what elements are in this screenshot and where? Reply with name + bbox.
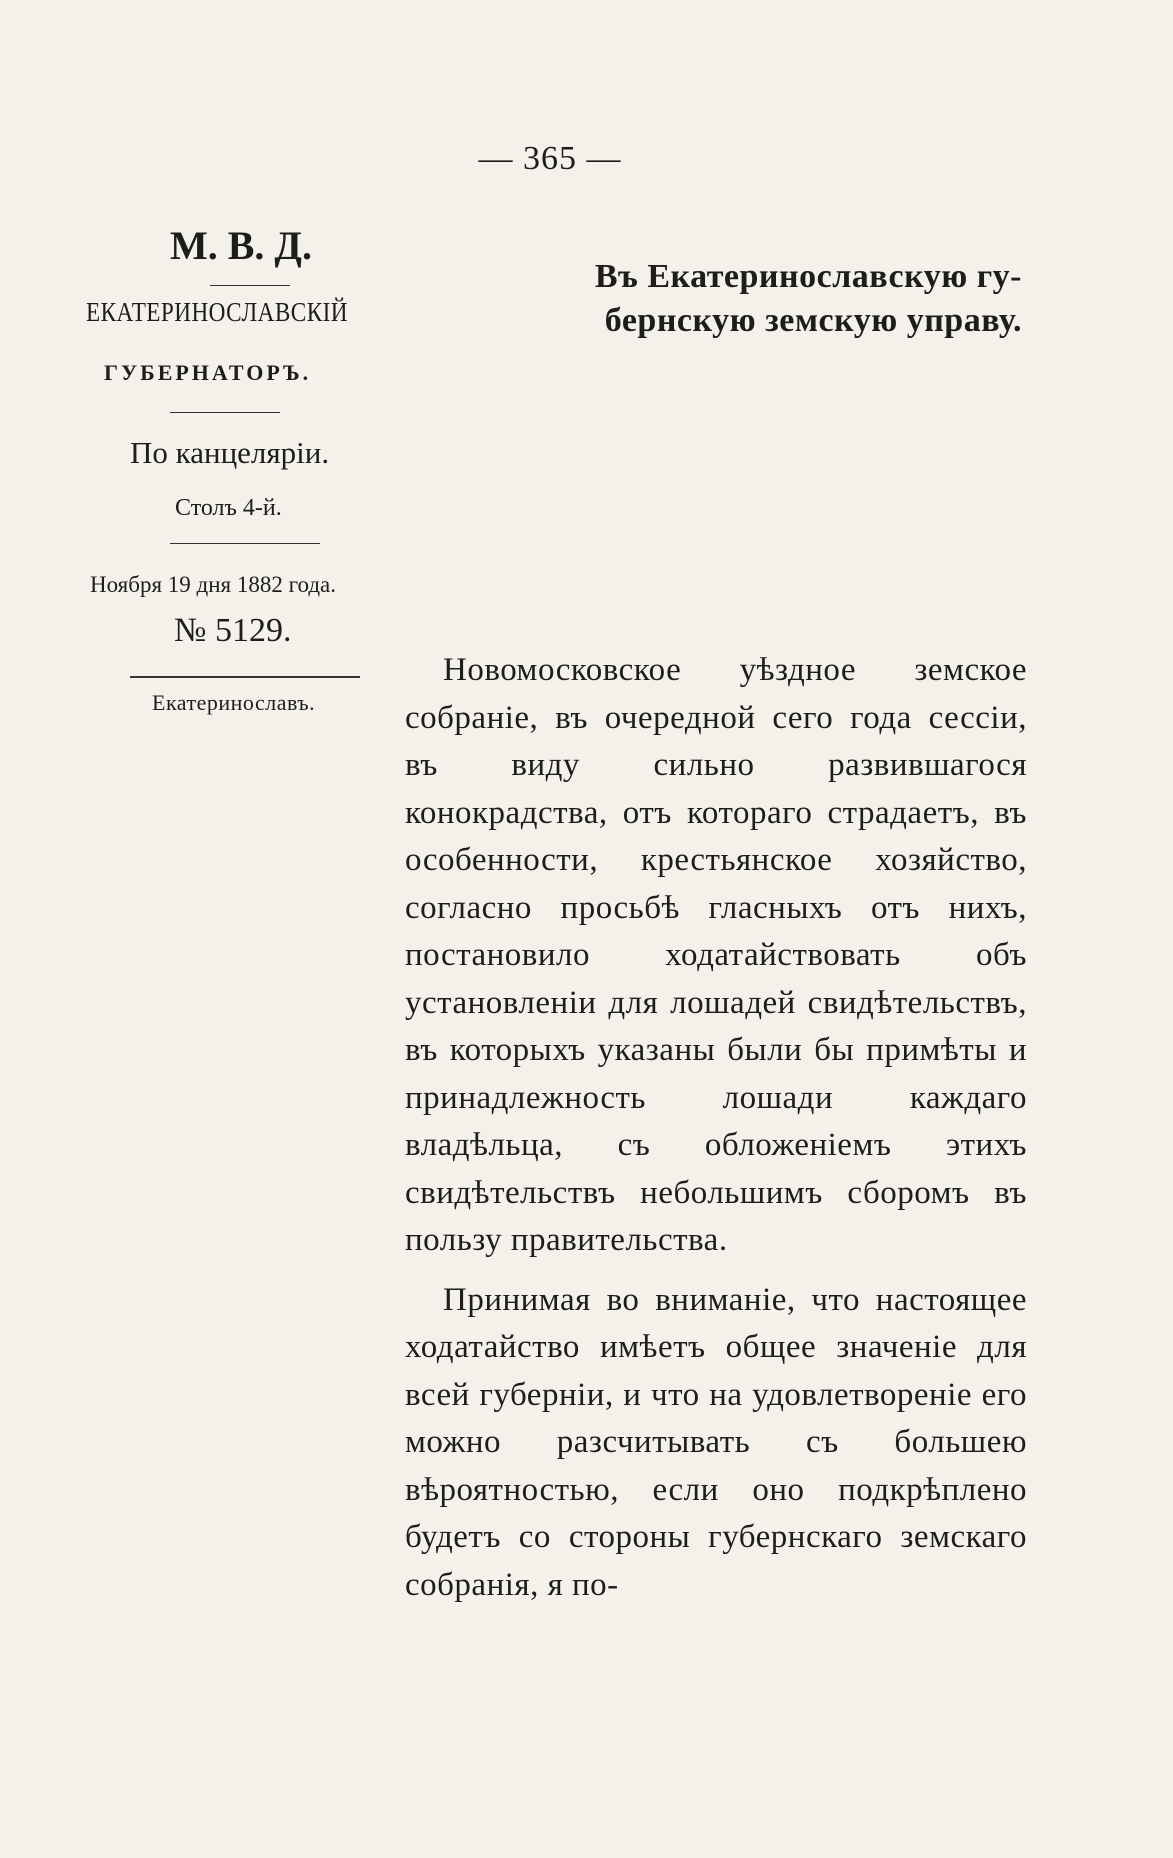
desk-divider xyxy=(170,543,320,544)
document-number: № 5129. xyxy=(174,612,292,649)
governor-title-line1: ЕКАТЕРИНОСЛАВСКІЙ xyxy=(86,297,348,327)
number-divider xyxy=(130,676,360,678)
page-number: — 365 — xyxy=(478,140,622,177)
address-line2: бернскую земскую управу. xyxy=(604,302,1022,339)
city-label: Екатеринославъ. xyxy=(152,690,316,715)
ministry-label: М. В. Д. xyxy=(170,223,312,268)
body-paragraph-1: Новомосковское уѣздное земское собраніе, въ очередной сего года сессіи, въ виду сильно развившагося конокрадства, отъ котораго страдаетъ, въ особенности, крестьянское хозяйство, согласно просьбѣ гласныхъ отъ нихъ, постановило ходатайствовать объ установленіи для лошадей свидѣтельствъ, въ которыхъ указаны были бы примѣты и принадлежность лошади каждаго владѣльца, съ обложеніемъ этихъ свидѣтельствъ небольшимъ сборомъ въ пользу правительства. xyxy=(405,652,1027,1258)
office-label: По канцеляріи. xyxy=(130,435,330,470)
governor-title-line2: ГУБЕРНАТОРЪ. xyxy=(104,360,312,385)
header-divider xyxy=(210,285,290,286)
address-block xyxy=(402,255,1022,343)
document-date: Ноября 19 дня 1882 года. xyxy=(90,572,336,597)
body-paragraph-2: Принимая во вниманіе, что настоящее ходатайство имѣетъ общее значеніе для всей губерніи, и что на удовлетвореніе его можно разсчитывать съ большею вѣроятностью, если оно подкрѣплено будетъ со стороны губернскаго земскаго собранія, я по- xyxy=(405,1281,1027,1603)
office-divider xyxy=(170,412,280,413)
body-text xyxy=(405,647,1027,1609)
address-line1: Въ Екатеринославскую гу- xyxy=(594,258,1022,295)
desk-label: Столъ 4-й. xyxy=(175,495,282,521)
